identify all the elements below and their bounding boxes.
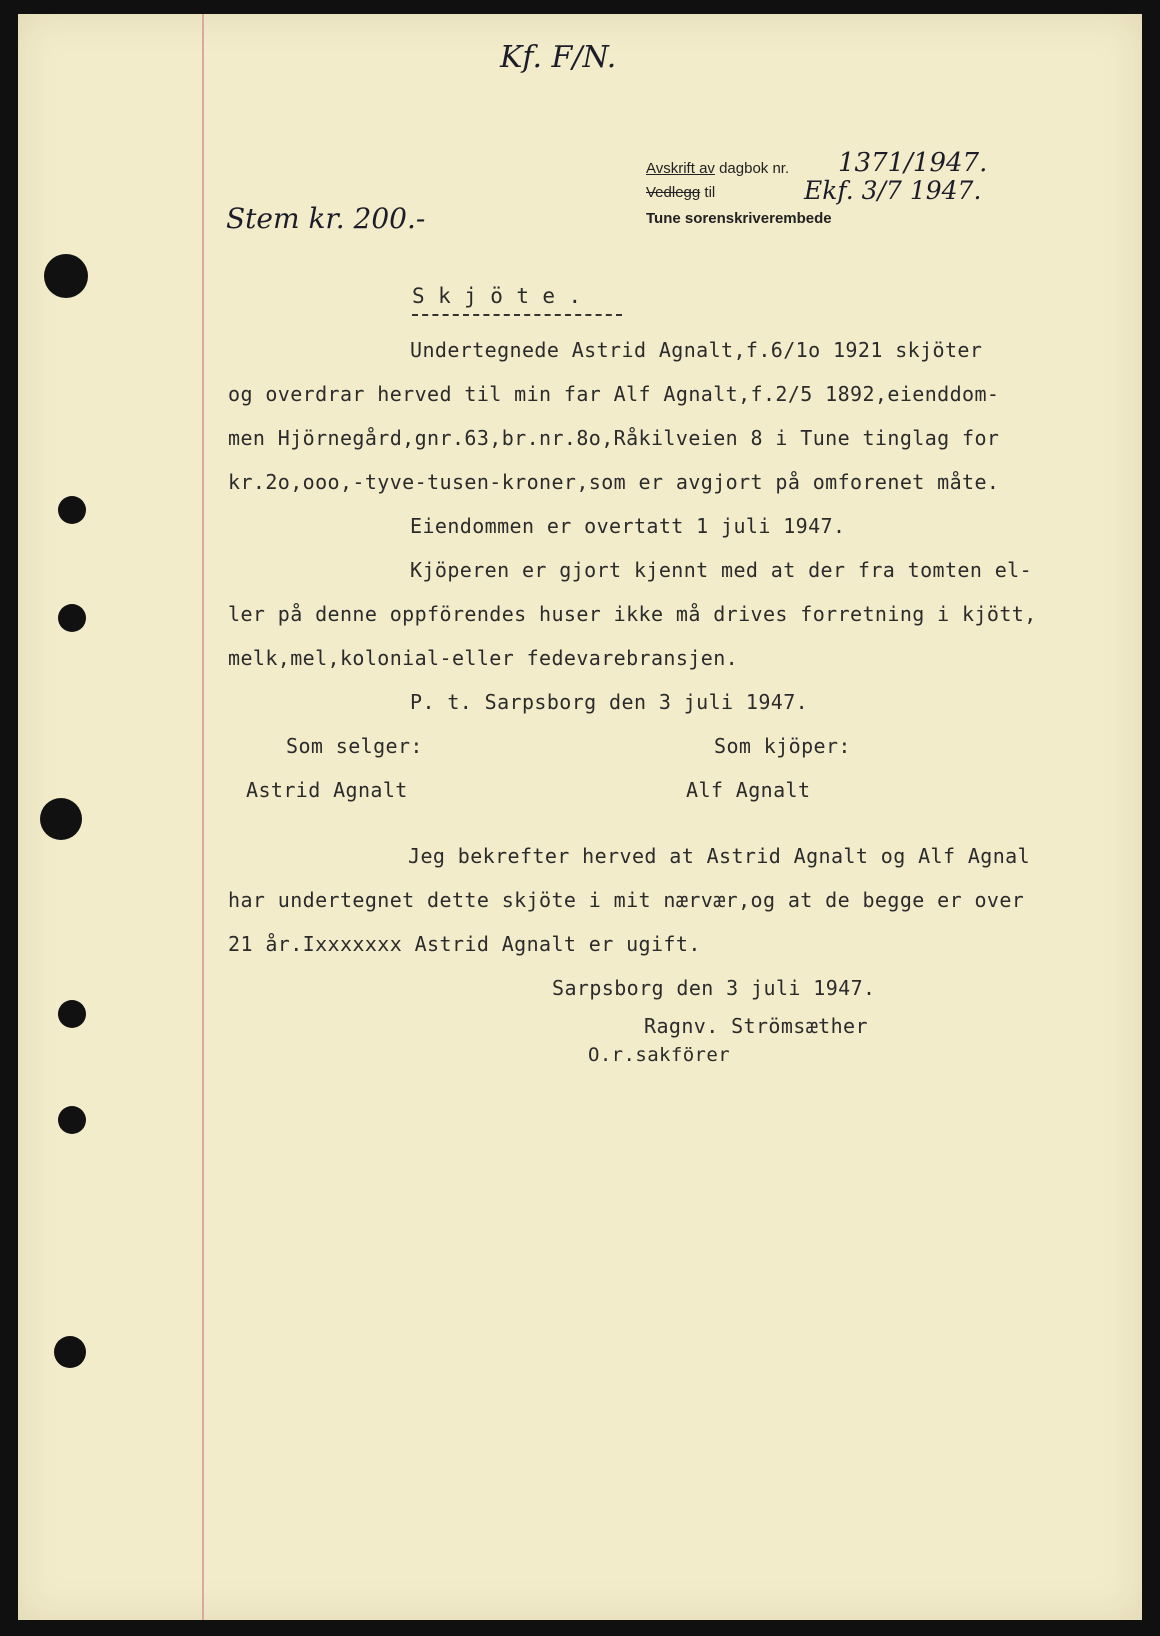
signer-name: Ragnv. Strömsæther (644, 1014, 868, 1038)
stamp-duty-note: Stem kr. 200.- (226, 202, 426, 235)
witness-line: har undertegnet dette skjöte i mit nærvær,og at de begge er over (228, 888, 1025, 912)
body-line: melk,mel,kolonial-eller fedevarebransjen. (228, 646, 739, 670)
body-line: Eiendommen er overtatt 1 juli 1947. (410, 514, 846, 538)
registry-print-dagbok: dagbok nr. (719, 160, 790, 177)
body-line: og overdrar herved til min far Alf Agnalt,f.2/5 1892,eienddom- (228, 382, 1000, 406)
seller-name: Astrid Agnalt (246, 778, 408, 802)
registry-line-3: Tune sorenskriverembede (646, 210, 832, 227)
registry-print-til: til (704, 184, 716, 201)
registry-hand-1: 1371/1947. (838, 148, 988, 178)
marginal-note-top: Kf. F/N. (500, 40, 617, 75)
punch-hole (44, 254, 88, 298)
body-line: ler på denne oppförendes huser ikke må drives forretning i kjött, (228, 602, 1037, 626)
body-line: kr.2o,ooo,-tyve-tusen-kroner,som er avgjort på omforenet måte. (228, 470, 1000, 494)
document-title: S k j ö t e . (412, 284, 582, 308)
margin-line (202, 14, 204, 1620)
punch-hole (54, 1336, 86, 1368)
seller-label: Som selger: (286, 734, 423, 758)
document-page (18, 14, 1142, 1620)
body-line: Undertegnede Astrid Agnalt,f.6/1o 1921 skjöter (410, 338, 983, 362)
witness-place-date: Sarpsborg den 3 juli 1947. (552, 976, 876, 1000)
buyer-name: Alf Agnalt (686, 778, 811, 802)
punch-hole (58, 1106, 86, 1134)
witness-line: 21 år.Ixxxxxxx Astrid Agnalt er ugift. (228, 932, 701, 956)
place-date-line: P. t. Sarpsborg den 3 juli 1947. (410, 690, 809, 714)
registry-line-2 (646, 184, 715, 201)
registry-hand-2: Ekf. 3/7 1947. (804, 176, 982, 205)
title-underline (412, 314, 622, 316)
buyer-label: Som kjöper: (714, 734, 851, 758)
registry-line-1 (646, 160, 789, 177)
registry-print-vedlegg: Vedlegg (646, 184, 701, 201)
body-line: men Hjörnegård,gnr.63,br.nr.8o,Råkilveien 8 i Tune tinglag for (228, 426, 1000, 450)
signer-title: O.r.sakförer (588, 1044, 731, 1066)
punch-hole (58, 1000, 86, 1028)
punch-hole (40, 798, 82, 840)
witness-line: Jeg bekrefter herved at Astrid Agnalt og Alf Agnal (408, 844, 1031, 868)
body-line: Kjöperen er gjort kjennt med at der fra tomten el- (410, 558, 1033, 582)
registry-print-avskrift: Avskrift av (646, 160, 715, 177)
punch-hole (58, 604, 86, 632)
punch-hole (58, 496, 86, 524)
